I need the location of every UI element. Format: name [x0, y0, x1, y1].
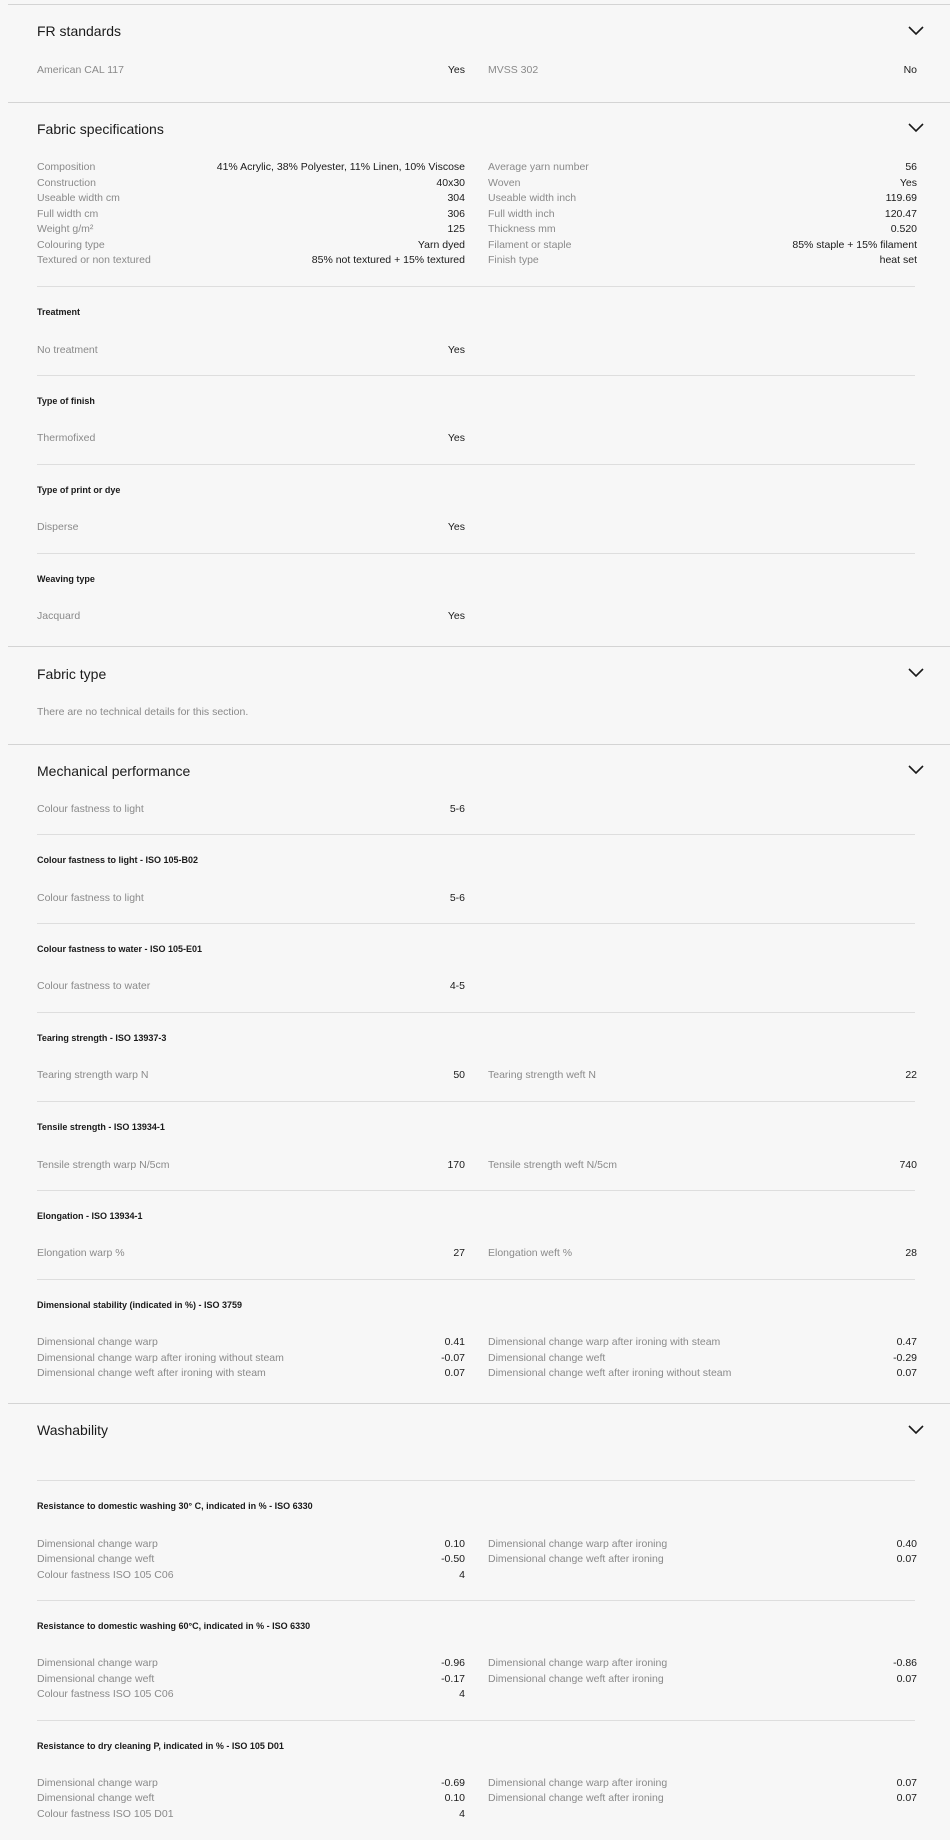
- spec-label: Colouring type: [37, 239, 105, 251]
- spec-value: 22: [905, 1069, 917, 1081]
- spec-label: Tensile strength warp N/5cm: [37, 1159, 170, 1171]
- spec-value: 0.10: [444, 1792, 465, 1804]
- spec-label: Full width cm: [37, 208, 99, 220]
- spec-value: 304: [447, 192, 465, 204]
- section-title: Fabric type: [37, 666, 107, 682]
- spec-label: Dimensional change weft after ironing: [488, 1792, 664, 1804]
- spec-label: Textured or non textured: [37, 254, 151, 266]
- spec-label: Elongation warp %: [37, 1247, 125, 1259]
- spec-value: 170: [447, 1159, 465, 1171]
- subsection-title: Dimensional stability (indicated in %) - ISO 3759: [37, 1300, 243, 1310]
- spec-value: 4: [459, 1808, 465, 1820]
- subsection-title: Tensile strength - ISO 13934-1: [37, 1122, 165, 1132]
- spec-value: -0.07: [441, 1352, 465, 1364]
- spec-value: 85% staple + 15% filament: [792, 239, 917, 251]
- divider: [37, 1720, 915, 1721]
- spec-label: Dimensional change weft after ironing: [488, 1553, 664, 1565]
- divider: [37, 1279, 915, 1280]
- subsection-title: Elongation - ISO 13934-1: [37, 1211, 143, 1221]
- spec-label: Average yarn number: [488, 161, 589, 173]
- subsection-title: Resistance to domestic washing 30° C, indicated in % - ISO 6330: [37, 1501, 313, 1511]
- divider: [37, 1190, 915, 1191]
- spec-label: Thickness mm: [488, 223, 556, 235]
- spec-value: Yes: [447, 432, 465, 444]
- spec-value: Yes: [899, 177, 917, 189]
- spec-label: Dimensional change warp: [37, 1777, 158, 1789]
- spec-value: 28: [905, 1247, 917, 1259]
- spec-value: 740: [899, 1159, 917, 1171]
- spec-value: -0.17: [441, 1673, 465, 1685]
- chevron-down-icon[interactable]: [908, 123, 924, 133]
- spec-value: Yarn dyed: [417, 239, 465, 251]
- spec-value: 0.07: [896, 1777, 917, 1789]
- section-title: Washability: [37, 1422, 109, 1438]
- divider: [37, 834, 915, 835]
- subsection-title: Resistance to domestic washing 60°C, indicated in % - ISO 6330: [37, 1621, 311, 1631]
- spec-label: Dimensional change warp after ironing without steam: [37, 1352, 284, 1364]
- divider: [37, 923, 915, 924]
- subsection-title: Resistance to dry cleaning P, indicated in % - ISO 105 D01: [37, 1741, 284, 1751]
- spec-value: 119.69: [885, 192, 917, 204]
- spec-value: 4: [459, 1688, 465, 1700]
- spec-label: American CAL 117: [37, 64, 124, 76]
- section-title: Fabric specifications: [37, 121, 164, 137]
- spec-value: No: [903, 64, 917, 76]
- spec-label: Construction: [37, 177, 96, 189]
- spec-value: Yes: [447, 610, 465, 622]
- spec-value: 41% Acrylic, 38% Polyester, 11% Linen, 10% Viscose: [216, 161, 465, 173]
- subsection-title: Colour fastness to light - ISO 105-B02: [37, 855, 199, 865]
- chevron-down-icon[interactable]: [908, 765, 924, 775]
- spec-label: Colour fastness ISO 105 C06: [37, 1569, 174, 1581]
- spec-value: 40x30: [436, 177, 465, 189]
- spec-label: Finish type: [488, 254, 539, 266]
- spec-label: Full width inch: [488, 208, 555, 220]
- subsection-title: Type of finish: [37, 396, 95, 406]
- spec-label: Colour fastness to light: [37, 803, 144, 815]
- spec-value: 0.07: [896, 1792, 917, 1804]
- spec-label: Dimensional change warp: [37, 1538, 158, 1550]
- spec-value: 0.47: [896, 1336, 917, 1348]
- spec-value: -0.29: [893, 1352, 917, 1364]
- spec-label: Dimensional change weft: [37, 1792, 155, 1804]
- spec-value: 306: [447, 208, 465, 220]
- spec-label: Useable width cm: [37, 192, 120, 204]
- chevron-down-icon[interactable]: [908, 668, 924, 678]
- spec-label: MVSS 302: [488, 64, 539, 76]
- spec-label: Colour fastness ISO 105 D01: [37, 1808, 174, 1820]
- section-fabric-type: [8, 646, 950, 745]
- spec-label: Dimensional change warp after ironing: [488, 1657, 668, 1669]
- spec-label: Filament or staple: [488, 239, 572, 251]
- spec-label: Dimensional change warp: [37, 1336, 158, 1348]
- section-title: FR standards: [37, 23, 122, 39]
- spec-value: -0.86: [893, 1657, 917, 1669]
- spec-value: Yes: [447, 521, 465, 533]
- subsection-title: Colour fastness to water - ISO 105-E01: [37, 944, 203, 954]
- divider: [37, 1600, 915, 1601]
- divider: [37, 1480, 915, 1481]
- spec-label: Disperse: [37, 521, 79, 533]
- spec-label: Composition: [37, 161, 96, 173]
- spec-label: Dimensional change weft: [37, 1673, 155, 1685]
- spec-value: Yes: [447, 344, 465, 356]
- spec-label: Tensile strength weft N/5cm: [488, 1159, 617, 1171]
- divider: [37, 553, 915, 554]
- spec-value: 0.40: [896, 1538, 917, 1550]
- spec-label: Colour fastness to water: [37, 980, 151, 992]
- section-title: Mechanical performance: [37, 763, 191, 779]
- spec-value: 85% not textured + 15% textured: [311, 254, 465, 266]
- spec-value: 5-6: [449, 892, 465, 904]
- spec-label: Useable width inch: [488, 192, 577, 204]
- spec-value: 0.07: [896, 1367, 917, 1379]
- spec-label: Weight g/m²: [37, 223, 94, 235]
- spec-value: 56: [905, 161, 917, 173]
- spec-value: 27: [453, 1247, 465, 1259]
- spec-value: 4-5: [449, 980, 465, 992]
- spec-value: 0.41: [444, 1336, 465, 1348]
- divider: [37, 1101, 915, 1102]
- spec-label: Dimensional change warp after ironing: [488, 1777, 668, 1789]
- spec-label: Tearing strength warp N: [37, 1069, 149, 1081]
- divider: [37, 1012, 915, 1013]
- empty-section-note: There are no technical details for this section.: [37, 706, 249, 718]
- subsection-title: Type of print or dye: [37, 485, 121, 495]
- spec-label: No treatment: [37, 344, 98, 356]
- spec-value: -0.69: [441, 1777, 465, 1789]
- divider: [37, 286, 915, 287]
- spec-value: 4: [459, 1569, 465, 1581]
- spec-value: -0.50: [441, 1553, 465, 1565]
- spec-label: Colour fastness ISO 105 C06: [37, 1688, 174, 1700]
- spec-label: Dimensional change weft after ironing: [488, 1673, 664, 1685]
- spec-label: Thermofixed: [37, 432, 96, 444]
- spec-label: Dimensional change weft after ironing with steam: [37, 1367, 266, 1379]
- chevron-down-icon[interactable]: [908, 1425, 924, 1435]
- subsection-title: Treatment: [37, 307, 81, 317]
- spec-value: 120.47: [884, 208, 917, 220]
- spec-label: Dimensional change weft after ironing without steam: [488, 1367, 732, 1379]
- section-fr-standards: [8, 4, 950, 103]
- spec-value: 0.07: [896, 1553, 917, 1565]
- subsection-title: Weaving type: [37, 574, 95, 584]
- spec-label: Tearing strength weft N: [488, 1069, 596, 1081]
- spec-label: Dimensional change warp after ironing: [488, 1538, 668, 1550]
- spec-label: Dimensional change weft: [488, 1352, 606, 1364]
- spec-label: Dimensional change warp: [37, 1657, 158, 1669]
- chevron-down-icon[interactable]: [908, 26, 924, 36]
- spec-value: 0.520: [890, 223, 917, 235]
- spec-label: Dimensional change warp after ironing with steam: [488, 1336, 721, 1348]
- spec-value: 0.07: [444, 1367, 465, 1379]
- spec-value: 5-6: [449, 803, 465, 815]
- divider: [37, 464, 915, 465]
- spec-label: Dimensional change weft: [37, 1553, 155, 1565]
- spec-value: 125: [447, 223, 465, 235]
- divider: [37, 375, 915, 376]
- spec-value: 50: [453, 1069, 465, 1081]
- spec-value: Yes: [447, 64, 465, 76]
- spec-value: 0.10: [444, 1538, 465, 1550]
- subsection-title: Tearing strength - ISO 13937-3: [37, 1033, 167, 1043]
- spec-label: Jacquard: [37, 610, 81, 622]
- spec-label: Woven: [488, 177, 521, 189]
- spec-value: -0.96: [441, 1657, 465, 1669]
- spec-value: heat set: [879, 254, 917, 266]
- spec-label: Elongation weft %: [488, 1247, 573, 1259]
- spec-label: Colour fastness to light: [37, 892, 144, 904]
- spec-value: 0.07: [896, 1673, 917, 1685]
